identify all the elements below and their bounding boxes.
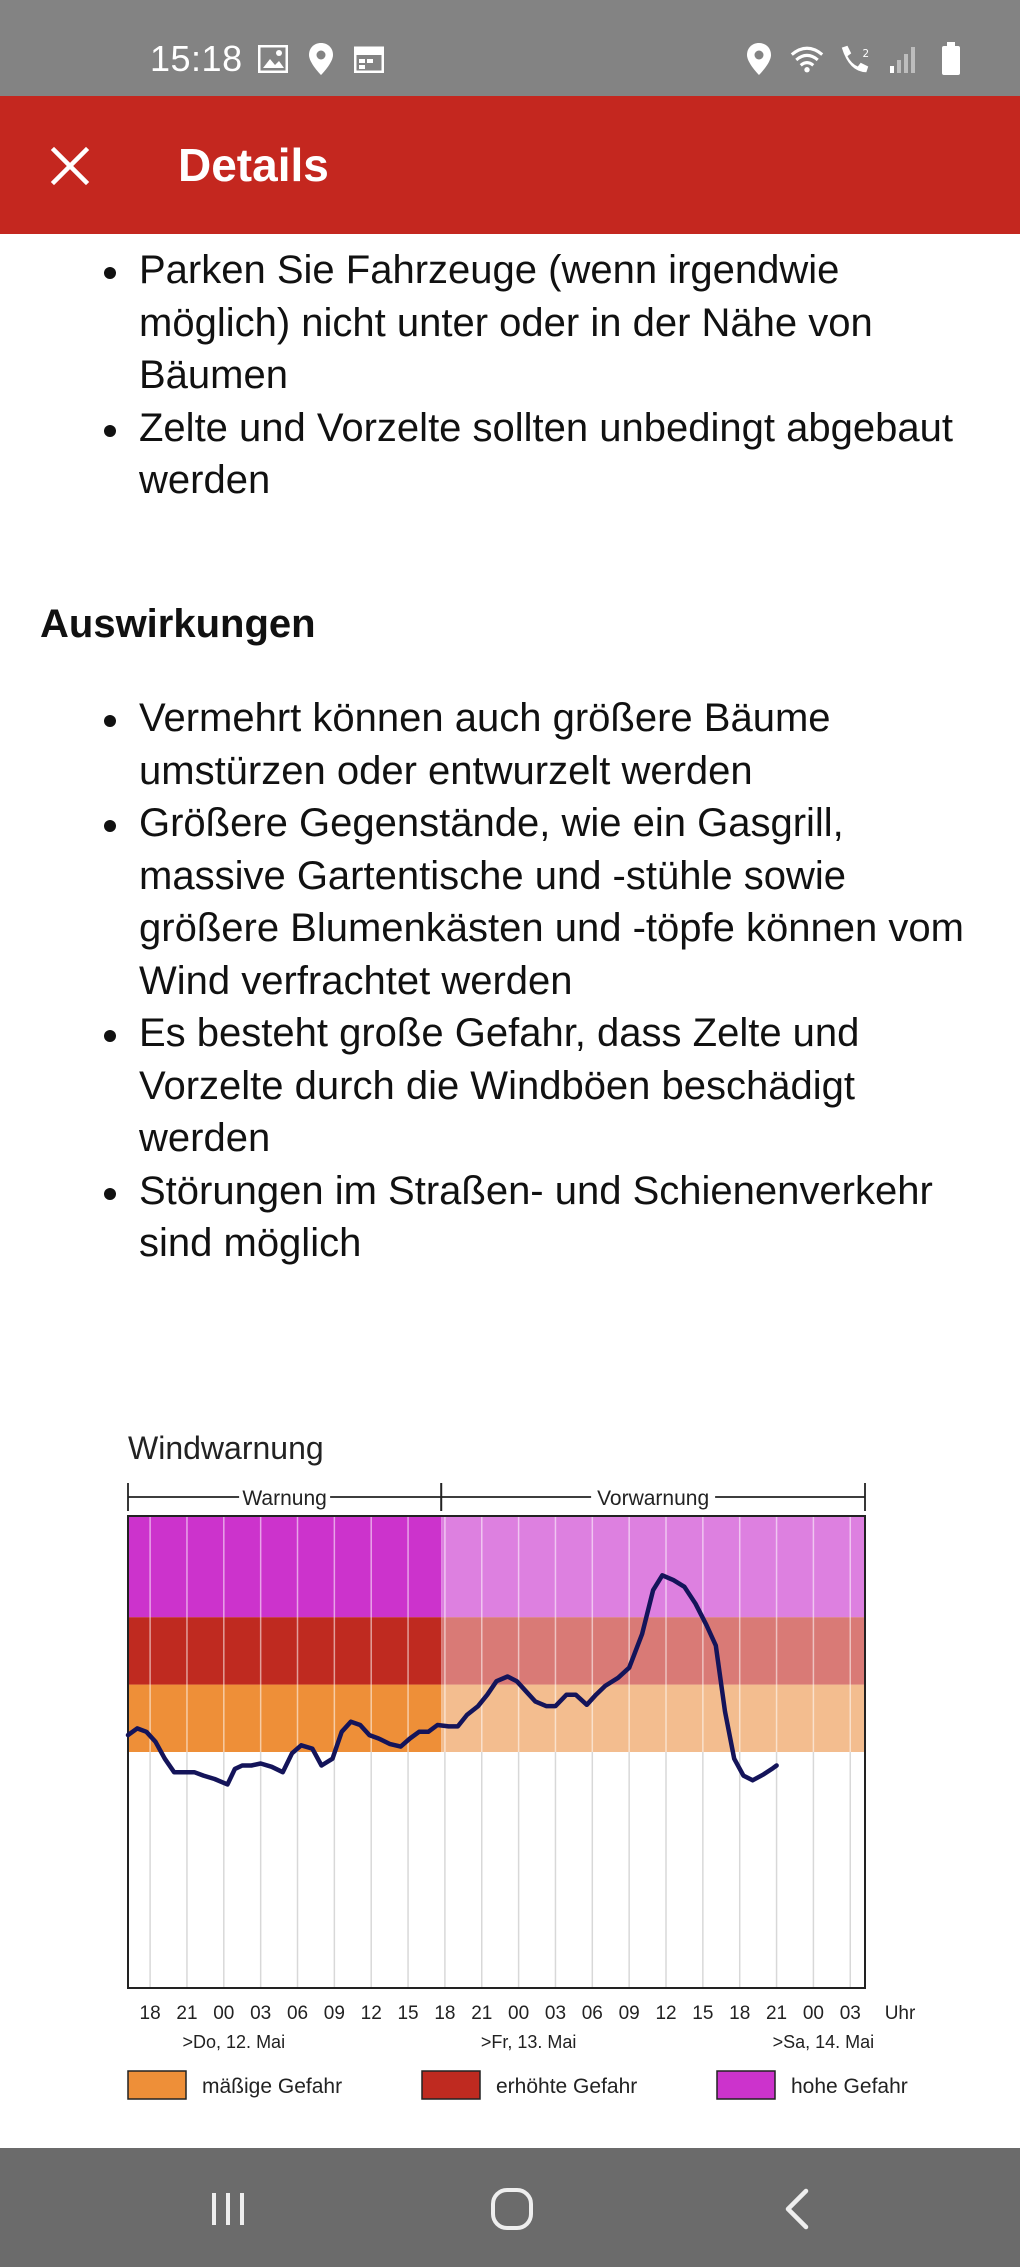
x-tick-label: 18 bbox=[139, 2003, 161, 2024]
location-pin-icon bbox=[742, 42, 776, 76]
close-icon bbox=[50, 146, 90, 186]
x-tick-label: 03 bbox=[839, 2003, 861, 2024]
chart-title: Windwarnung bbox=[128, 1430, 324, 1466]
impacts-list bbox=[0, 692, 1020, 1270]
list-item: Parken Sie Fahrzeuge (wenn irgendwie möglich) nicht unter oder in der Nähe von Bäumen bbox=[0, 244, 1020, 402]
list-item: Es besteht große Gefahr, dass Zelte und Vorzelte durch die Windböen beschädigt werden bbox=[0, 1007, 1020, 1165]
date-label: >Do, 12. Mai bbox=[182, 2032, 286, 2052]
x-tick-label: 15 bbox=[692, 2003, 714, 2024]
navigation-bar bbox=[0, 2148, 1020, 2267]
x-tick-label: 09 bbox=[323, 2003, 345, 2024]
back-button[interactable] bbox=[768, 2182, 828, 2236]
x-tick-label: 12 bbox=[360, 2003, 382, 2024]
range-label: Vorwarnung bbox=[597, 1487, 710, 1510]
status-time: 15:18 bbox=[150, 38, 243, 79]
status-bar bbox=[0, 0, 1020, 96]
recent-apps-icon bbox=[206, 2187, 250, 2231]
x-tick-label: 12 bbox=[655, 2003, 677, 2024]
x-tick-label: 03 bbox=[250, 2003, 272, 2024]
list-item: Größere Gegenstände, wie ein Gasgrill, massive Gartentische und -stühle sowie größere Blumenkästen und -töpfe können vom Wind verfrachtet werden bbox=[0, 797, 1020, 1007]
x-tick-label: 18 bbox=[729, 2003, 751, 2024]
x-tick-label: 06 bbox=[286, 2003, 309, 2024]
band-prewarning-0 bbox=[441, 1685, 865, 1752]
band-warning-0 bbox=[128, 1685, 441, 1752]
home-button[interactable] bbox=[482, 2182, 542, 2236]
legend-swatch bbox=[717, 2071, 775, 2099]
wifi-icon bbox=[790, 42, 824, 76]
x-tick-label: 03 bbox=[544, 2003, 567, 2024]
wifi-calling-icon bbox=[838, 42, 872, 76]
legend-swatch bbox=[422, 2071, 480, 2099]
location-pin-icon bbox=[304, 42, 338, 76]
x-tick-label: 00 bbox=[802, 2003, 824, 2024]
image-icon bbox=[256, 42, 290, 76]
home-icon bbox=[488, 2185, 536, 2233]
list-item: Zelte und Vorzelte sollten unbedingt abgebaut werden bbox=[0, 402, 1020, 507]
calendar-icon bbox=[352, 42, 386, 76]
battery-icon bbox=[934, 42, 968, 76]
x-tick-label: 00 bbox=[213, 2003, 235, 2024]
app-bar bbox=[0, 96, 1020, 234]
x-tick-label: 09 bbox=[618, 2003, 640, 2024]
wind-warning-chart bbox=[0, 1460, 1020, 2160]
close-button[interactable] bbox=[40, 136, 100, 196]
behavior-list bbox=[0, 244, 1020, 507]
date-label: >Sa, 14. Mai bbox=[772, 2032, 875, 2052]
x-tick-label: 18 bbox=[434, 2003, 456, 2024]
legend-label: erhöhte Gefahr bbox=[496, 2075, 638, 2098]
date-label: >Fr, 13. Mai bbox=[480, 2032, 577, 2052]
back-icon bbox=[778, 2185, 818, 2233]
page-title: Details bbox=[178, 139, 329, 191]
range-label: Warnung bbox=[242, 1487, 327, 1510]
legend-label: hohe Gefahr bbox=[791, 2075, 908, 2098]
section-heading-impacts: Auswirkungen bbox=[40, 602, 316, 646]
signal-icon bbox=[886, 42, 920, 76]
x-tick-label: 21 bbox=[176, 2003, 198, 2024]
list-item: Störungen im Straßen- und Schienenverkehr sind möglich bbox=[0, 1165, 1020, 1270]
band-prewarning-2 bbox=[441, 1516, 865, 1617]
x-tick-label: 00 bbox=[508, 2003, 530, 2024]
list-item: Vermehrt können auch größere Bäume umstürzen oder entwurzelt werden bbox=[0, 692, 1020, 797]
x-tick-label: 21 bbox=[471, 2003, 493, 2024]
x-tick-label: 21 bbox=[765, 2003, 788, 2024]
svg-text:2: 2 bbox=[862, 48, 870, 61]
x-unit-label: Uhr bbox=[884, 2003, 916, 2024]
x-tick-label: 06 bbox=[581, 2003, 603, 2024]
recent-apps-button[interactable] bbox=[198, 2182, 258, 2236]
legend-label: mäßige Gefahr bbox=[202, 2075, 343, 2098]
legend-swatch bbox=[128, 2071, 186, 2099]
band-warning-2 bbox=[128, 1516, 441, 1617]
x-tick-label: 15 bbox=[397, 2003, 419, 2024]
band-prewarning-1 bbox=[441, 1617, 865, 1684]
band-warning-1 bbox=[128, 1617, 441, 1684]
